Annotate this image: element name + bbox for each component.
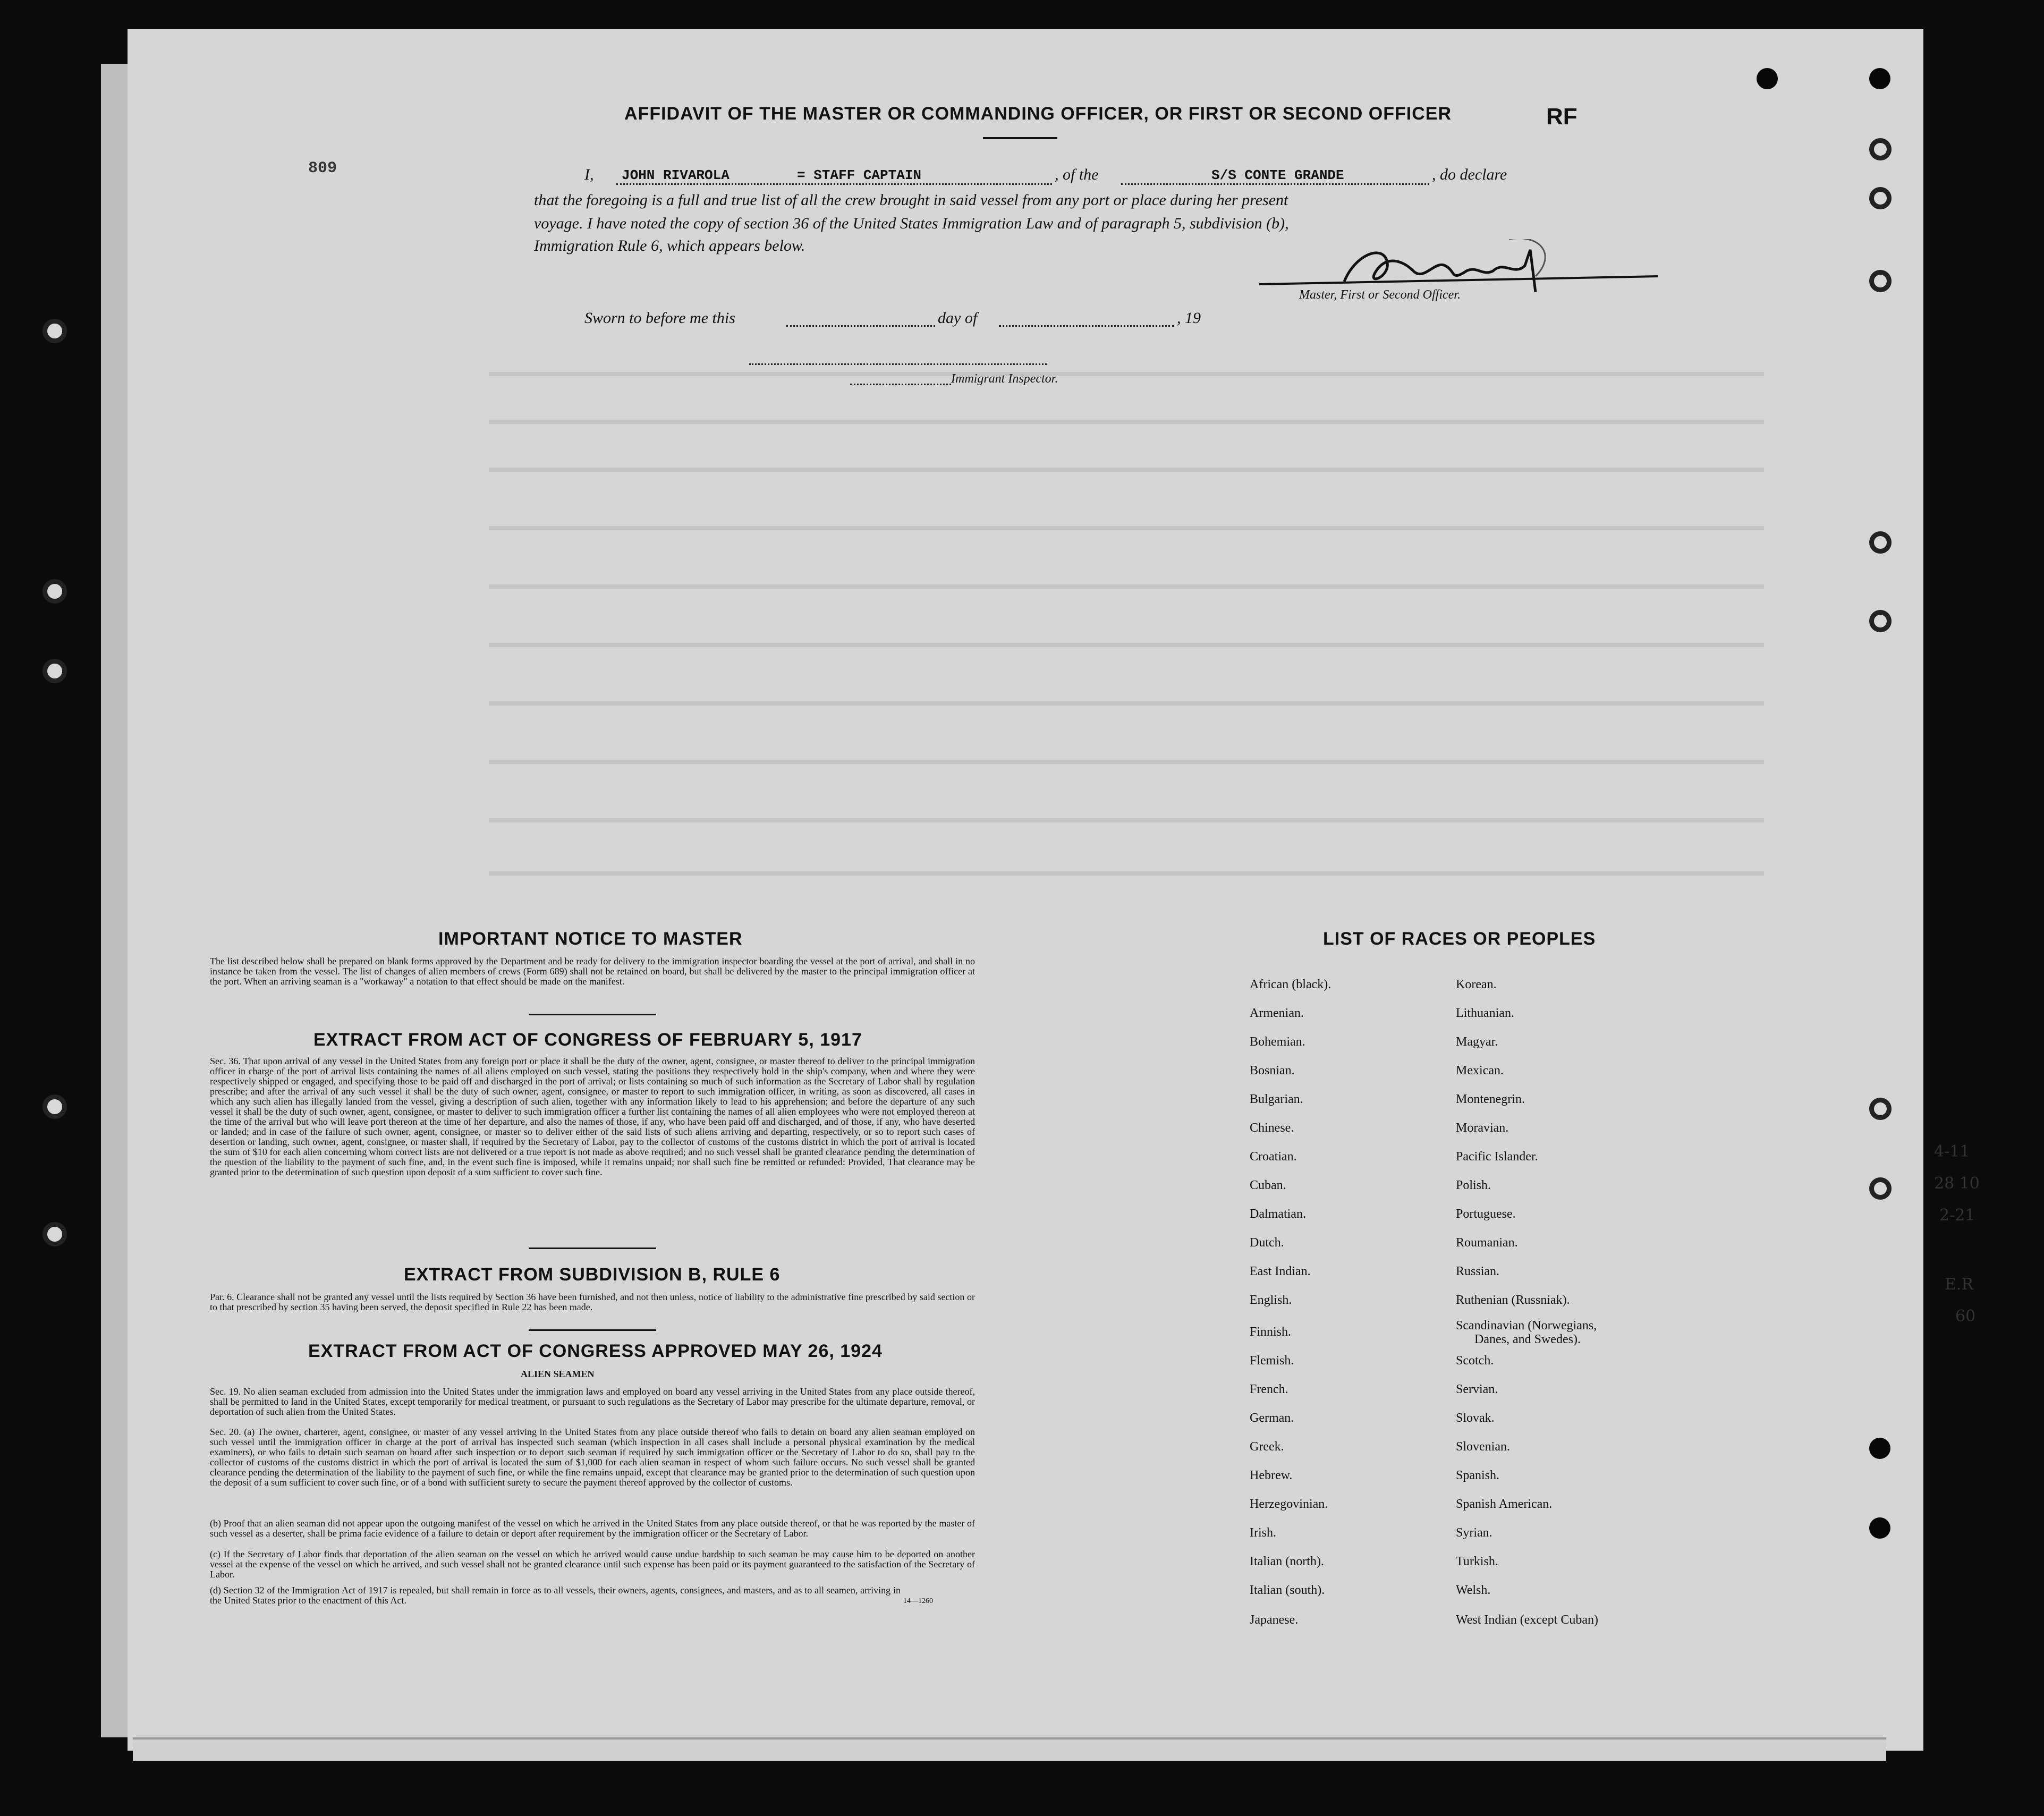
races-title: LIST OF RACES OR PEOPLES: [1323, 929, 1596, 949]
margin-note: 60: [1955, 1307, 1976, 1326]
vessel-name: S/S CONTE GRANDE: [1211, 167, 1344, 183]
race-item: Montenegrin.: [1456, 1092, 1525, 1106]
race-item: Syrian.: [1456, 1526, 1492, 1540]
race-item: Slovak.: [1456, 1411, 1495, 1425]
race-item: Flemish.: [1250, 1354, 1294, 1368]
punch-hole: [1869, 270, 1892, 292]
race-item: Italian (north).: [1250, 1555, 1324, 1568]
race-item: Russian.: [1456, 1265, 1500, 1278]
race-item: Armenian.: [1250, 1006, 1304, 1020]
bleed-through-row: [489, 701, 1764, 706]
punch-hole: [1757, 68, 1778, 89]
bleed-through-row: [489, 643, 1764, 647]
extract-1917-body: Sec. 36. That upon arrival of any vessel in the United States from any foreign port or place it shall be the duty of the owner, agent, consignee, or master thereof to deliver to the principal immigration officer in charge of the port of arrival lists containing the names of all aliens employed on such vessel, stating the positions they respectively hold in the ship's company, when and where they were respectively shipped or engaged, and specifying those to be paid off and discharged in the port of arrival; or lists containing so much of such information as the Secretary of Labor shall by regulation prescribe; and after the arrival of any such vessel it shall be the duty of such owner, agent, consignee, or master to report to such immigration officer, in writing, as soon as discovered, all cases in which any such alien has illegally landed from the vessel, giving a description of such alien, together with any information likely to lead to his apprehension; and before the departure of any such vessel it shall be the duty of such owner, agent, consignee, or master to deliver to such immigration officer a further list containing the names of all alien employees who were not employed thereon at the time of the arrival but who will leave port thereon at the time of her departure, and also the names of those, if any, who have been paid off and discharged, and of those, if any, who have deserted or landed; and in case of the failure of such owner, agent, consignee, or master so to deliver either of the said lists of such aliens arriving and departing, respectively, or so to report such cases of desertion or landing, such owner, agent, consignee, or master shall, if required by the Secretary of Labor, pay to the collector of customs of the customs district in which the port of arrival is located the sum of $10 for each alien concerning whom correct lists are not delivered or a true report is not made as above required; and no such vessel shall be granted clearance pending the determination of the question of the liability to the payment of such fine, and, in the event such fine is imposed, while it remains unpaid; nor shall such fine be remitted or refunded: Provided, That clearance may be granted prior to the determination of such question upon deposit of a sum sufficient to cover such fine.: [210, 1056, 975, 1177]
notice-title: IMPORTANT NOTICE TO MASTER: [438, 929, 743, 949]
punch-hole: [43, 319, 67, 343]
inspector-line-2: [850, 384, 951, 385]
inspector-line: [749, 363, 1047, 365]
do-declare: , do declare: [1432, 166, 1507, 183]
extract-1924-title: EXTRACT FROM ACT OF CONGRESS APPROVED MAY 26, 1924: [308, 1341, 883, 1361]
race-item: Chinese.: [1250, 1121, 1294, 1135]
race-item: Mexican.: [1456, 1064, 1504, 1077]
punch-hole: [1869, 1517, 1890, 1539]
sec-20a-body: Sec. 20. (a) The owner, charterer, agent, consignee, or master of any vessel arriving in the United States from any place outside thereof who fails to detain on board any alien seaman employed on such vessel until the immigration officer in charge at the port of arrival has inspected such seaman (which inspection in all cases shall include a personal physical examination by the medical examiners), or who fails to detain such seaman on board after such inspection or to deport such seaman if required by such immigration officer or the Secretary of Labor to do so, shall pay to the collector of customs of the customs district in which the port of arrival is located the sum of $1,000 for each alien seaman in respect of whom such failure occurs. No such vessel shall be granted clearance pending the determination of the liability to the payment of such fine, or while the fine remains unpaid, except that clearance may be granted prior to the determination of such question upon the deposit of a sum sufficient to cover such fine, or of a bond with sufficient surety to secure the payment thereof approved by the collector of customs.: [210, 1427, 975, 1488]
punch-hole: [1869, 68, 1890, 89]
affidavit-line-4: Immigration Rule 6, which appears below.: [534, 237, 805, 254]
punch-hole: [1869, 1438, 1890, 1459]
race-item: Croatian.: [1250, 1150, 1297, 1164]
race-item: Ruthenian (Russniak).: [1456, 1293, 1570, 1307]
affidavit-line-3: voyage. I have noted the copy of section 36 of the United States Immigration Law and of paragraph 5, subdivision (b),: [534, 215, 1289, 232]
race-item: Welsh.: [1456, 1583, 1491, 1597]
punch-hole: [43, 1222, 67, 1246]
race-item: Bohemian.: [1250, 1035, 1305, 1049]
subdivision-body: Par. 6. Clearance shall not be granted any vessel until the lists required by Section 36 have been furnished, and not then unless, notice of liability to the administrative fine prescribed by said section or to that prescribed by section 35 having been served, the deposit specified in Rule 22 has been made.: [210, 1292, 975, 1312]
affidavit-title: AFFIDAVIT OF THE MASTER OR COMMANDING OFFICER, OR FIRST OR SECOND OFFICER: [624, 104, 1452, 124]
day-of-label: day of: [938, 309, 978, 327]
race-item: Scotch.: [1456, 1354, 1494, 1368]
race-item: German.: [1250, 1411, 1294, 1425]
race-item: Japanese.: [1250, 1613, 1299, 1627]
divider: [529, 1014, 656, 1015]
divider: [529, 1329, 656, 1331]
bleed-through-row: [489, 584, 1764, 589]
race-item: Pacific Islander.: [1456, 1150, 1538, 1164]
alien-seamen-subtitle: ALIEN SEAMEN: [521, 1369, 595, 1379]
race-item: Portuguese.: [1456, 1207, 1516, 1221]
declaration-i: I,: [584, 166, 594, 183]
race-item: Slovenian.: [1456, 1440, 1510, 1454]
punch-hole: [1869, 1098, 1892, 1120]
sworn-label: Sworn to before me this: [584, 309, 735, 327]
corner-mark: RF: [1546, 104, 1577, 130]
race-item: Lithuanian.: [1456, 1006, 1514, 1020]
sec-20c-body: (c) If the Secretary of Labor finds that deportation of the alien seaman on the vessel on which he arrived would cause undue hardship to such seaman he may cause him to be deported on another vessel at the expense of the vessel on which he arrived, and such vessel shall not be granted clearance until such expense has been paid or its payment guaranteed to the satisfaction of the Secretary of Labor.: [210, 1549, 975, 1580]
margin-note: 4-11: [1934, 1142, 1970, 1161]
race-item: Irish.: [1250, 1526, 1276, 1540]
race-item: Bosnian.: [1250, 1064, 1295, 1077]
bleed-through-row: [489, 526, 1764, 530]
race-item: Finnish.: [1250, 1325, 1292, 1339]
punch-hole: [1869, 531, 1892, 554]
race-item: African (black).: [1250, 978, 1331, 991]
race-item: Hebrew.: [1250, 1469, 1293, 1482]
bleed-through-row: [489, 372, 1764, 376]
race-item: Polish.: [1456, 1178, 1491, 1192]
subdivision-title: EXTRACT FROM SUBDIVISION B, RULE 6: [404, 1265, 781, 1285]
race-item: West Indian (except Cuban): [1456, 1613, 1598, 1627]
race-item: Dutch.: [1250, 1236, 1284, 1250]
race-item: Dalmatian.: [1250, 1207, 1306, 1221]
affidavit-line-2: that the foregoing is a full and true list of all the crew brought in said vessel from any port or place during her present: [534, 191, 1288, 209]
month-line: [999, 325, 1174, 327]
sworn-day-line: [786, 325, 935, 327]
punch-hole: [43, 579, 67, 604]
race-item: English.: [1250, 1293, 1292, 1307]
bleed-through-row: [489, 420, 1764, 424]
punch-hole: [43, 659, 67, 683]
race-item: Bulgarian.: [1250, 1092, 1303, 1106]
margin-note: E.R: [1945, 1275, 1974, 1294]
race-item: Servian.: [1456, 1382, 1498, 1396]
year-label: , 19: [1177, 309, 1201, 327]
race-item: Scandinavian (Norwegians,: [1456, 1319, 1597, 1333]
vessel-underline: [1121, 183, 1429, 185]
race-item: Roumanian.: [1456, 1236, 1518, 1250]
sec-20d-body: (d) Section 32 of the Immigration Act of 1917 is repealed, but shall remain in force as to all vessels, their owners, agents, consignees, and masters, and as to all seamen, arriving in the United States prior to the enactment of this Act.: [210, 1585, 901, 1606]
race-item: Italian (south).: [1250, 1583, 1325, 1597]
margin-note: 28 10: [1934, 1174, 1980, 1193]
signature-caption: Master, First or Second Officer.: [1299, 288, 1461, 302]
race-item: Cuban.: [1250, 1178, 1286, 1192]
race-item: Moravian.: [1456, 1121, 1509, 1135]
punch-hole: [1869, 138, 1892, 160]
title-rule: [983, 137, 1057, 139]
page-bottom-edge: [133, 1737, 1886, 1761]
sec-20b-body: (b) Proof that an alien seaman did not appear upon the outgoing manifest of the vessel on which he arrived in the United States from any place outside thereof, or that he was reported by the master of such vessel as a deserter, shall be prima facie evidence of a failure to detain or deport after requirement by the immigration officer or the Secretary of Labor.: [210, 1518, 975, 1539]
bleed-through-row: [489, 468, 1764, 472]
master-name: JOHN RIVAROLA: [622, 167, 730, 183]
name-underline: [616, 183, 1052, 185]
master-rank: = STAFF CAPTAIN: [797, 167, 922, 183]
bleed-through-row: [489, 818, 1764, 822]
punch-hole: [1869, 187, 1892, 209]
race-item: Herzegovinian.: [1250, 1497, 1328, 1511]
margin-note: 2-21: [1939, 1206, 1975, 1225]
race-item: Turkish.: [1456, 1555, 1498, 1568]
extract-1917-title: EXTRACT FROM ACT OF CONGRESS OF FEBRUARY 5, 1917: [313, 1030, 862, 1050]
punch-hole: [43, 1094, 67, 1119]
bleed-through-row: [489, 871, 1764, 876]
race-item: Greek.: [1250, 1440, 1284, 1454]
page-number-mark: 809: [308, 159, 337, 177]
race-item: French.: [1250, 1382, 1288, 1396]
race-item: East Indian.: [1250, 1265, 1311, 1278]
bleed-through-row: [489, 760, 1764, 764]
punch-hole: [1869, 610, 1892, 632]
race-item-continued: Danes, and Swedes).: [1474, 1333, 1581, 1346]
form-number: 14—1260: [903, 1597, 933, 1605]
divider: [529, 1248, 656, 1249]
race-item: Spanish American.: [1456, 1497, 1553, 1511]
punch-hole: [1869, 1177, 1892, 1200]
of-the-label: , of the: [1055, 166, 1099, 183]
race-item: Korean.: [1456, 978, 1497, 991]
notice-body: The list described below shall be prepared on blank forms approved by the Department and be ready for delivery to the immigration inspector boarding the vessel at the port of arrival, and shall in no instance be taken from the vessel. The list of changes of alien members of crews (Form 689) shall not be retained on board, but shall be delivered by the master to the principal immigration officer at the port. When an arriving seaman is a "workaway" a notation to that effect should be made on the manifest.: [210, 956, 975, 987]
race-item: Magyar.: [1456, 1035, 1498, 1049]
race-item: Spanish.: [1456, 1469, 1500, 1482]
sec-19-body: Sec. 19. No alien seaman excluded from admission into the United States under the immigration laws and employed on board any vessel arriving in the United States from any place outside thereof, shall be permitted to land in the United States, except temporarily for medical treatment, or pursuant to such regulations as the Secretary of Labor may prescribe for the ultimate departure, removal, or deportation of such alien from the United States.: [210, 1386, 975, 1417]
inspector-label: Immigrant Inspector.: [951, 372, 1058, 386]
